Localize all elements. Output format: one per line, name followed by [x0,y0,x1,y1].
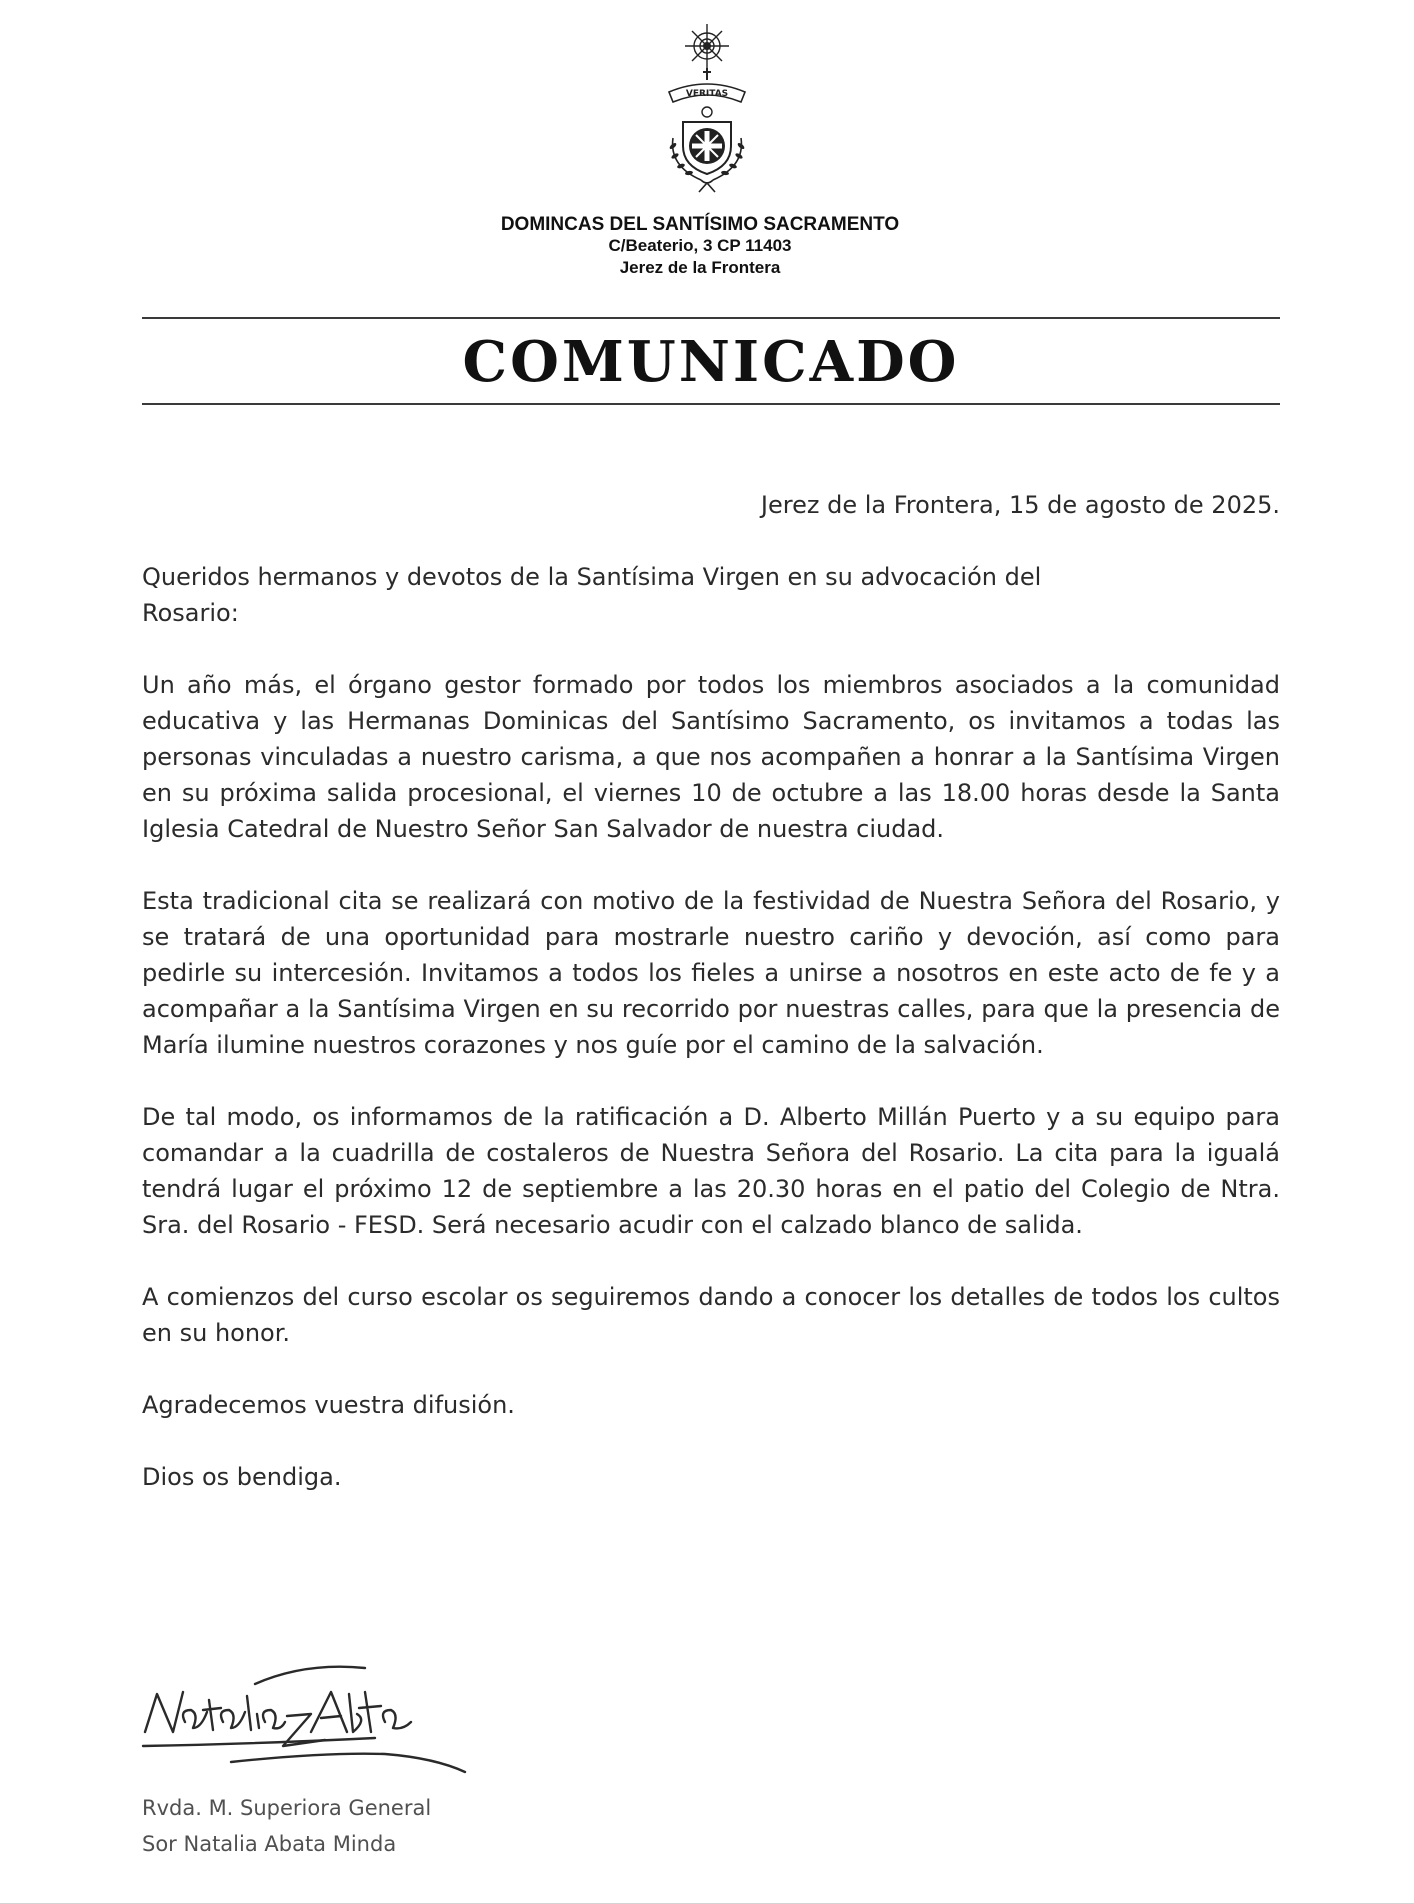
letter-body [142,559,1280,1531]
paragraph-ratification: De tal modo, os informamos de la ratificación a D. Alberto Millán Puerto y a su equipo para comandar a la cuadrilla de costaleros de Nuestra Señora del Rosario. La cita para la igualá tendrá lugar el próximo 12 de septiembre a las 20.30 horas en el patio del Colegio de Ntra. Sra. del Rosario - FESD. Será necesario acudir con el calzado blanco de salida. [142,1103,1280,1239]
paragraph-thanks: Agradecemos vuestra difusión. [142,1391,515,1419]
signer-name: Sor Natalia Abata Minda [142,1832,397,1856]
title-rule-top [142,317,1280,319]
crest-motto: VERITAS [685,89,729,99]
organization-name: DOMINCAS DEL SANTÍSIMO SACRAMENTO [500,214,900,235]
organization-address: C/Beaterio, 3 CP 11403 [608,236,792,255]
religious-crest-icon [655,20,759,200]
paragraph-blessing: Dios os bendiga. [142,1463,342,1491]
paragraph-festivity: Esta tradicional cita se realizará con motivo de la festividad de Nuestra Señora del Rosario, y se tratará de una oportunidad para mostrarle nuestro cariño y devoción, así como para pedirle su intercesión. Invitamos a todos los fieles a unirse a nosotros en este acto de fe y a acompañar a la Santísima Virgen en su recorrido por nuestras calles, para que la presencia de María ilumine nuestros corazones y nos guíe por el camino de la salvación. [142,887,1280,1059]
date-line: Jerez de la Frontera, 15 de agosto de 2025. [760,491,1280,519]
title-rule-bottom [142,403,1280,405]
paragraph-courses: A comienzos del curso escolar os seguiremos dando a conocer los detalles de todos los cultos en su honor. [142,1283,1280,1347]
document-title: COMUNICADO [462,329,960,395]
handwritten-signature [135,1652,475,1782]
organization-city: Jerez de la Frontera [619,258,781,277]
paragraph-invitation: Un año más, el órgano gestor formado por todos los miembros asociados a la comunidad educativa y las Hermanas Dominicas del Santísimo Sacramento, os invitamos a todas las personas vinculadas a nuestro carisma, a que nos acompañen a honrar a la Santísima Virgen en su próxima salida procesional, el viernes 10 de octubre a las 18.00 horas desde la Santa Iglesia Catedral de Nuestro Señor San Salvador de nuestra ciudad. [142,671,1280,843]
paragraph-greeting: Queridos hermanos y devotos de la Santísima Virgen en su advocación del Rosario: [142,563,1042,627]
signer-title: Rvda. M. Superiora General [142,1796,432,1820]
